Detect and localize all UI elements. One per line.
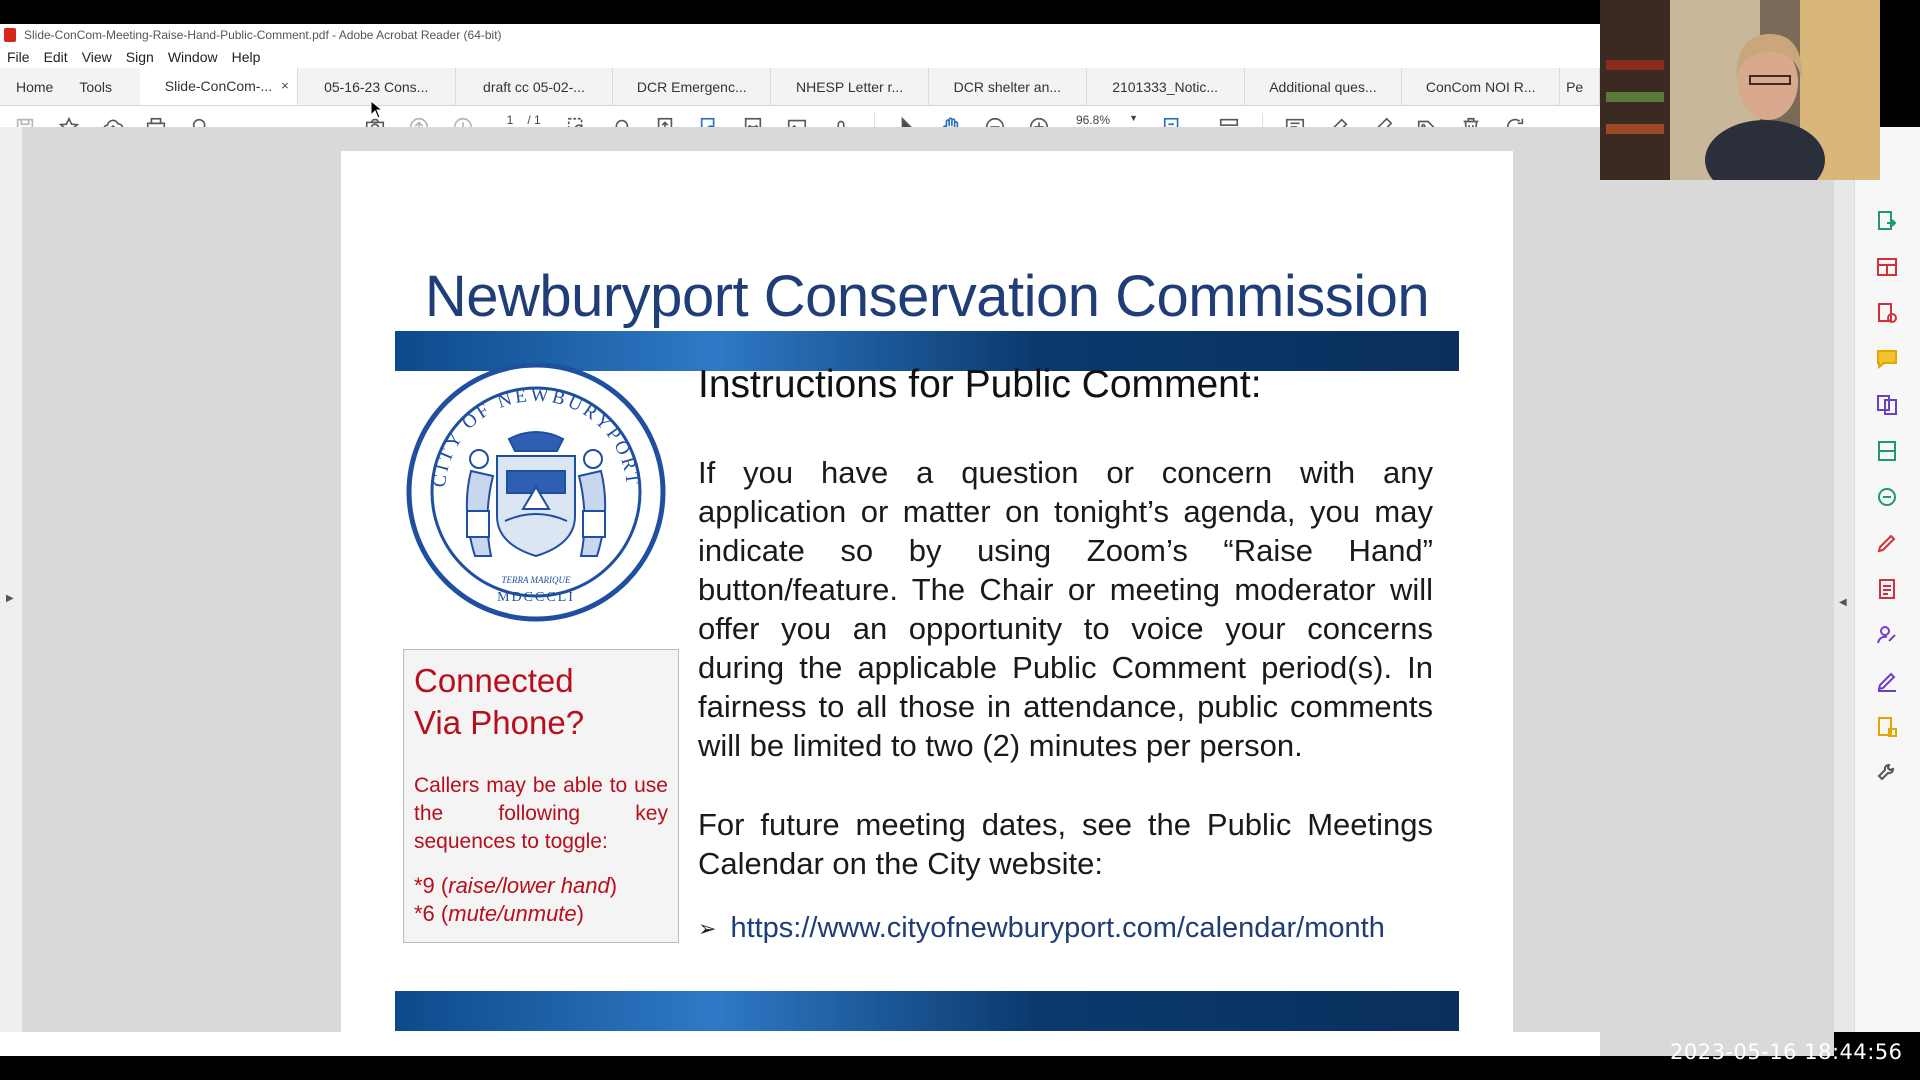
arrow-bullet-icon: ➢ <box>698 915 717 941</box>
chevron-down-icon: ▼ <box>1129 113 1138 123</box>
doc-tab[interactable]: Pe <box>1560 68 1600 105</box>
city-seal-logo <box>405 361 667 623</box>
calendar-link-row <box>698 912 1385 945</box>
create-pdf-icon[interactable] <box>1875 301 1899 325</box>
menu-edit[interactable]: Edit <box>43 49 68 65</box>
menu-help[interactable]: Help <box>231 49 261 65</box>
doc-tab-active[interactable] <box>140 68 298 105</box>
menu-window[interactable]: Window <box>167 49 218 65</box>
protect-icon[interactable] <box>1875 669 1899 693</box>
calendar-link[interactable]: https://www.cityofnewburyport.com/calendar/month <box>730 912 1385 944</box>
organize-pages-icon[interactable] <box>1875 255 1899 279</box>
pdf-app-icon <box>4 28 16 42</box>
left-nav-strip[interactable] <box>0 127 22 1032</box>
menu-bar <box>0 46 1600 68</box>
recording-timestamp: 2023-05-16 18:44:56 <box>1670 1040 1903 1064</box>
key-sequence-mute: *6 (mute/unmute) <box>414 901 584 926</box>
right-collapse-strip[interactable] <box>1834 127 1854 1032</box>
doc-tab[interactable]: 2101333_Notic... <box>1087 68 1245 105</box>
viewer-right-margin <box>1600 180 1834 1056</box>
collapse-right-panel-icon[interactable]: ◀ <box>1839 597 1847 608</box>
tab-bar <box>0 68 1600 106</box>
callout-body: Callers may be able to use the following key sequences to toggle: <box>414 774 668 853</box>
combine-files-icon[interactable] <box>1875 393 1899 417</box>
key-code: *6 <box>414 901 435 926</box>
doc-tab[interactable]: DCR shelter an... <box>929 68 1087 105</box>
edit-pdf-icon[interactable] <box>1875 577 1899 601</box>
doc-tab[interactable]: Additional ques... <box>1245 68 1403 105</box>
fill-sign-icon[interactable] <box>1875 531 1899 555</box>
tab-home[interactable]: Home <box>16 78 54 95</box>
svg-text:MDCCCLI: MDCCCLI <box>497 590 575 605</box>
page-number-box[interactable] <box>496 113 541 128</box>
menu-file[interactable]: File <box>7 49 30 65</box>
doc-tab[interactable]: 05-16-23 Cons... <box>298 68 456 105</box>
menu-sign[interactable]: Sign <box>125 49 154 65</box>
doc-tab[interactable]: draft cc 05-02-... <box>456 68 614 105</box>
doc-tab[interactable]: DCR Emergenc... <box>613 68 771 105</box>
right-tools-panel <box>1834 127 1920 1032</box>
mouse-pointer-icon <box>370 100 384 120</box>
key-desc: raise/lower hand <box>448 873 610 898</box>
callout-heading-line1: Connected <box>414 662 574 699</box>
prepare-form-icon[interactable] <box>1875 715 1899 739</box>
close-tab-icon[interactable]: × <box>281 78 289 93</box>
compress-icon[interactable] <box>1875 439 1899 463</box>
phone-callout-box <box>403 649 679 943</box>
key-desc: mute/unmute <box>448 901 577 926</box>
menu-view[interactable]: View <box>81 49 112 65</box>
more-tools-icon[interactable] <box>1875 761 1899 785</box>
callout-heading-line2: Via Phone? <box>414 704 585 741</box>
tab-tools[interactable]: Tools <box>79 78 113 95</box>
title-bar <box>0 24 1600 46</box>
zoom-value: 96.8% <box>1076 113 1111 127</box>
instructions-heading: Instructions for Public Comment: <box>698 363 1262 406</box>
window-title: Slide-ConCom-Meeting-Raise-Hand-Public-Comment.pdf - Adobe Acrobat Reader (64-bit) <box>24 28 502 42</box>
comment-panel-icon[interactable] <box>1875 347 1899 371</box>
page-total: / 1 <box>527 113 541 127</box>
doc-tab-label: Slide-ConCom-... <box>164 77 273 94</box>
svg-text:CITY OF NEWBURYPORT: CITY OF NEWBURYPORT <box>428 384 644 489</box>
export-pdf-icon[interactable] <box>1875 209 1899 233</box>
bottom-blue-band <box>395 991 1459 1031</box>
request-signature-icon[interactable] <box>1875 623 1899 647</box>
page-number-input[interactable]: 1 <box>496 113 524 128</box>
document-viewer[interactable] <box>0 127 1600 1032</box>
pdf-page <box>341 151 1513 1032</box>
scan-ocr-icon[interactable] <box>1875 485 1899 509</box>
expand-left-panel-icon[interactable]: ▶ <box>6 593 14 604</box>
key-code: *9 <box>414 873 435 898</box>
zoom-level-select[interactable] <box>1076 113 1138 128</box>
key-sequence-raise: *9 (raise/lower hand) <box>414 873 618 898</box>
right-tool-icons <box>1854 127 1920 1032</box>
slide-title: Newburyport Conservation Commission <box>424 264 1430 329</box>
key-sequence-list <box>414 872 668 928</box>
doc-tab[interactable]: NHESP Letter r... <box>771 68 929 105</box>
webcam-video-tile <box>1600 0 1880 180</box>
instructions-body: If you have a question or concern with any application or matter on tonight’s agenda, you may indicate so by using Zoom’s “Raise Hand” button/feature. The Chair or meeting moderator will offer you an opportunity to voice your concerns during the applicable Public Comment period(s). In fairness to all those in attendance, public comments will be limited to two (2) minutes per person. <box>698 455 1433 763</box>
future-meetings-text: For future meeting dates, see the Public Meetings Calendar on the City website: <box>698 807 1433 881</box>
svg-text:TERRA MARIQUE: TERRA MARIQUE <box>501 575 571 585</box>
doc-tab[interactable]: ConCom NOI R... <box>1402 68 1560 105</box>
